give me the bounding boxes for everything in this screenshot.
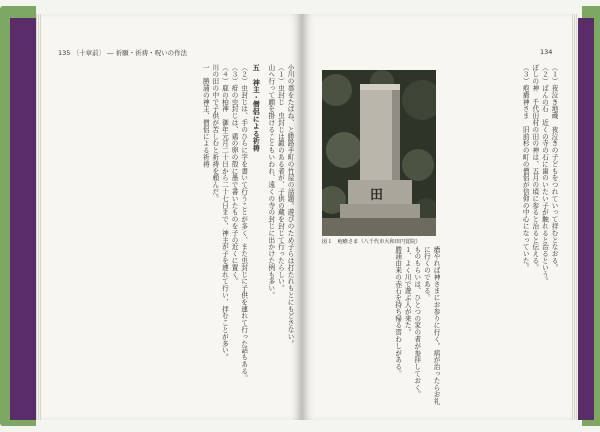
paragraph: （２）虫封じは、手のひらに字を書いて行うことが多く、また虫封じに子供を連れて行った話もある。 — [239, 64, 248, 382]
paragraph: （３）疳の虫封じは、鶏の卵の殻に墨で書いたものを子の近くに置く。 — [230, 64, 239, 285]
page-edges-right — [572, 14, 578, 420]
page-edges-left — [36, 14, 42, 420]
figure-caption: 図１ 疱瘡さま（八千代市大和田円覚院） — [322, 239, 421, 245]
paragraph: 勝浦由来の赤石を持ち帰る習わしがある。 — [393, 246, 402, 378]
paragraph: ぼしの神 千代田村の田の神は、五月の頃に参ると治ると伝える。 — [530, 64, 539, 271]
section-heading: 五 神主・僧侶による祈祷 — [252, 64, 262, 152]
paragraph: （４）鹿の柏神 御年元月二十日から二十七日まで、神主が子を連れて行い、拝むことが多い。 — [220, 64, 229, 361]
paragraph: ものもらいは、ひとつの家の者が参拝しておく。 — [412, 246, 421, 398]
paragraph: １．よく川で遊ぶ人が来た。 — [403, 246, 412, 336]
paragraph: （３）疱瘡神さま 旧前杉の町の僧侶が信仰の中心になっていた。 — [521, 64, 530, 271]
paragraph: （２）ばんの石 近くの寺の石に歯のいたい子が触れると治るという。 — [540, 64, 549, 285]
endpaper-left — [10, 18, 36, 420]
paragraph: （１）夜泣き地蔵 夜泣きの子どもをつれていって拝むとなおる。 — [550, 64, 558, 271]
paragraph: 一 勝浦の神主、僧侶による祈祷 — [201, 64, 210, 168]
stone-monument-photo — [322, 70, 436, 236]
paragraph: 川の田の中で子供が苦しむと祈祷を頼んだ。 — [210, 64, 219, 202]
right-body-text-top — [440, 64, 558, 408]
right-page-number: 134 — [540, 48, 553, 56]
left-running-head: 135 〔十章前〕 ― 祈願・祈祷・呪いの作法 — [58, 49, 188, 57]
left-body-text — [58, 64, 294, 408]
paragraph: （１）虫封じ 虫封じは鍛のある者が、子供の蔵を封じて行ったらしい。 — [276, 64, 285, 292]
paragraph: 瘡やれば神さまにお参りに行く。病が治ったらお礼に行くのである。 — [422, 246, 440, 405]
paragraph: 小川の藁をたばね、と勝路手町の竹屋の話題。遊びのため子らは打たれもとにもどさない。 — [286, 64, 294, 347]
endpaper-right — [576, 18, 594, 420]
stone-inscription: 田 — [370, 188, 384, 203]
right-body-text-bottom — [316, 246, 440, 408]
paragraph: 山へ行って願を掛けることもいわれ、遠くの寺の封じに出かけた例も多い。 — [266, 64, 275, 299]
